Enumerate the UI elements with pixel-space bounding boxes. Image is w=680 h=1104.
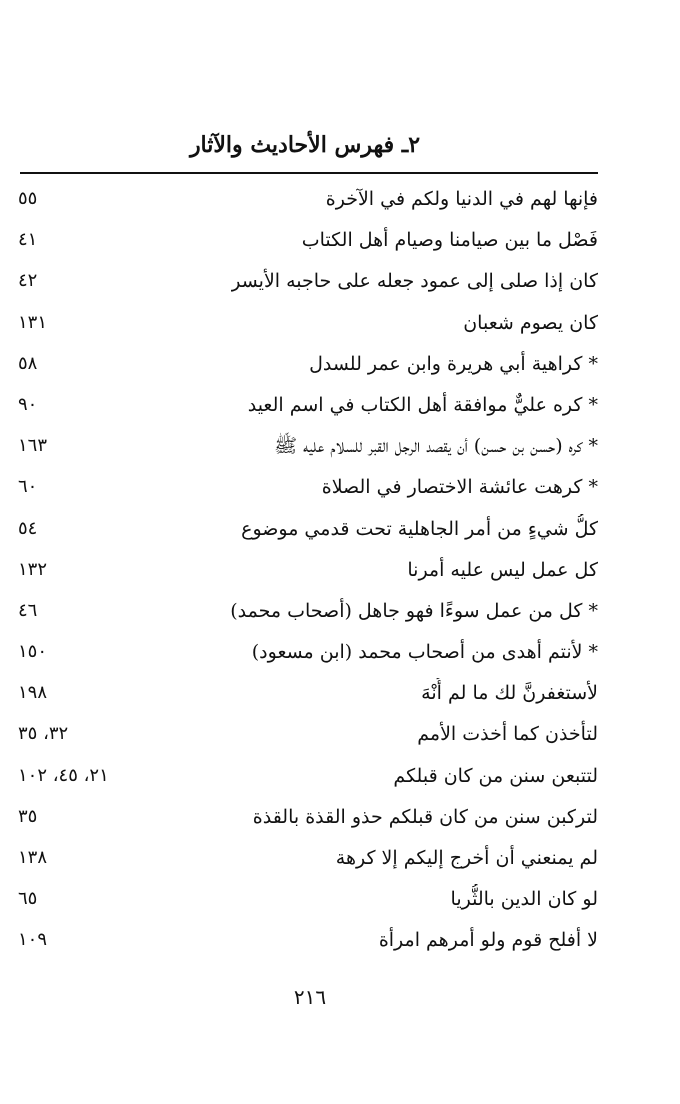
entry-text: كل عمل ليس عليه أمرنا: [407, 558, 598, 581]
entry-text: لم يمنعني أن أخرج إليكم إلا كرهة: [335, 847, 598, 869]
list-item: [18, 837, 598, 878]
list-item: [18, 672, 598, 713]
entry-page-numbers: ٣٥: [18, 805, 38, 827]
hadith-index-list: [18, 178, 598, 961]
entry-text: * كرهت عائشة الاختصار في الصلاة: [321, 476, 598, 499]
entry-page-numbers: ١٣٢: [18, 558, 48, 580]
list-item: [18, 919, 598, 960]
list-item: [18, 713, 598, 754]
page-number: ٢١٦: [293, 985, 327, 1009]
list-item: [18, 466, 598, 507]
entry-page-numbers: ٢١، ٤٥، ١٠٢: [18, 764, 109, 786]
entry-page-numbers: ٤٢: [18, 270, 38, 292]
entry-text: لا أفلح قوم ولو أمرهم امرأة: [378, 929, 598, 952]
header-divider: [20, 172, 598, 174]
list-item: [18, 549, 598, 590]
list-item: [18, 425, 598, 466]
entry-page-numbers: ٣٢، ٣٥: [18, 723, 69, 745]
entry-text: لأستغفرنَّ لك ما لم أُنْهَ: [421, 682, 598, 705]
entry-page-numbers: ١٩٨: [18, 682, 48, 704]
entry-page-numbers: ١٦٣: [18, 435, 48, 457]
entry-page-numbers: ٩٠: [18, 393, 38, 415]
list-item: [18, 590, 598, 631]
entry-text: فإنها لهم في الدنيا ولكم في الآخرة: [325, 188, 598, 210]
list-item: [18, 631, 598, 672]
entry-text: كان إذا صلى إلى عمود جعله على حاجبه الأيسر: [231, 270, 598, 293]
list-item: [18, 343, 598, 384]
list-item: [18, 260, 598, 301]
entry-page-numbers: ٥٤: [18, 517, 38, 539]
entry-page-numbers: ١٣٨: [18, 847, 48, 868]
list-item: [18, 878, 598, 919]
list-item: [18, 302, 598, 343]
entry-page-numbers: ١٣١: [18, 311, 48, 333]
entry-text: * كل من عمل سوءًا فهو جاهل (أصحاب محمد): [230, 599, 598, 622]
entry-text: * لأنتم أهدى من أصحاب محمد (ابن مسعود): [251, 641, 598, 664]
entry-text: كلُّ شيءٍ من أمر الجاهلية تحت قدمي موضوع: [241, 517, 598, 540]
entry-text: لتأخذن كما أخذت الأمم: [417, 723, 598, 746]
list-item: [18, 384, 598, 425]
entry-text: * كره عليٌّ موافقة أهل الكتاب في اسم العيد: [247, 393, 598, 416]
entry-text: لتركبن سنن من كان قبلكم حذو القذة بالقذة: [252, 805, 598, 828]
entry-text: لتتبعن سنن من كان قبلكم: [393, 764, 598, 787]
entry-page-numbers: ٦٥: [18, 888, 38, 910]
entry-page-numbers: ٤١: [18, 229, 38, 251]
list-item: [18, 508, 598, 549]
entry-page-numbers: ٤٦: [18, 599, 38, 621]
entry-text: لو كان الدين بالثُّريا: [450, 888, 598, 911]
entry-page-numbers: ٥٥: [18, 188, 38, 209]
entry-page-numbers: ١٠٩: [18, 929, 48, 951]
entry-page-numbers: ٦٠: [18, 476, 38, 498]
page-title: ٢ـ فهرس الأحاديث والآثار: [189, 132, 421, 158]
entry-text: * كره (حسن بن حسن) أن يقصد الرجل القبر للسلام عليه ﷺ: [274, 435, 598, 458]
list-item: [18, 755, 598, 796]
list-item: [18, 219, 598, 260]
entry-page-numbers: ١٥٠: [18, 641, 48, 663]
entry-text: * كراهية أبي هريرة وابن عمر للسدل: [309, 352, 598, 375]
entry-text: فَصْل ما بين صيامنا وصيام أهل الكتاب: [301, 229, 598, 252]
list-item: [18, 796, 598, 837]
entry-text: كان يصوم شعبان: [463, 311, 598, 334]
entry-page-numbers: ٥٨: [18, 352, 38, 374]
list-item: [18, 178, 598, 219]
